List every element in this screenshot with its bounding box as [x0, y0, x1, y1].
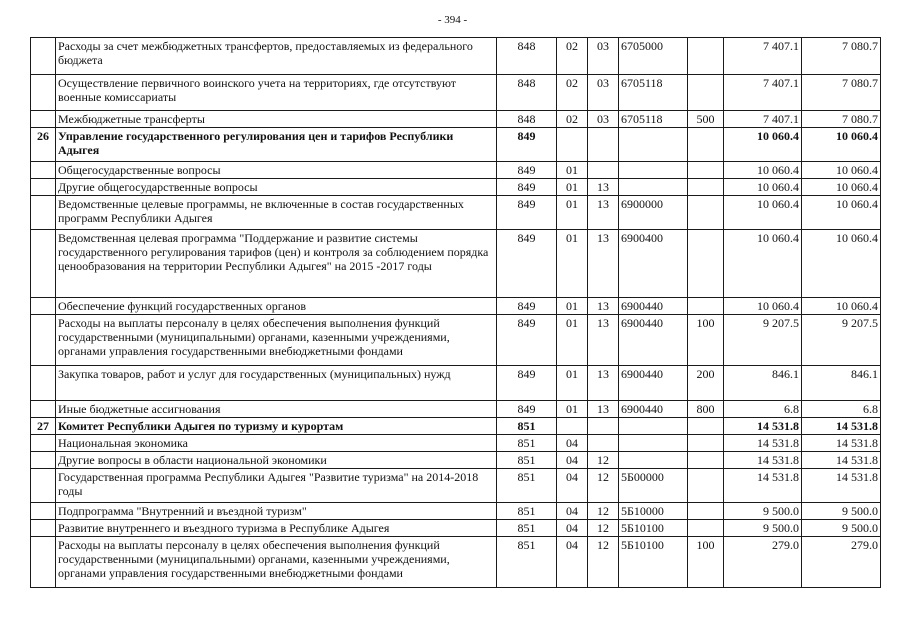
target-article-code: 6900400 — [619, 230, 688, 298]
table-row — [31, 38, 881, 75]
row-number — [31, 196, 56, 230]
amount-year-2: 846.1 — [802, 366, 881, 401]
amount-year-2: 10 060.4 — [802, 298, 881, 315]
expense-type-code — [688, 452, 724, 469]
item-name: Расходы на выплаты персоналу в целях обеспечения выполнения функций государственными (муниципальными) органами, казенными учреждениями, органами управления государственными внебюджетными фондами — [56, 315, 497, 366]
subsection-code: 13 — [588, 179, 619, 196]
target-article-code: 6705118 — [619, 111, 688, 128]
item-name: Межбюджетные трансферты — [56, 111, 497, 128]
amount-year-1: 7 407.1 — [724, 111, 802, 128]
item-name: Закупка товаров, работ и услуг для государственных (муниципальных) нужд — [56, 366, 497, 401]
ministry-code: 851 — [497, 435, 557, 452]
amount-year-2: 9 500.0 — [802, 520, 881, 537]
ministry-code: 849 — [497, 315, 557, 366]
section-code: 04 — [557, 435, 588, 452]
table-row — [31, 298, 881, 315]
ministry-code: 848 — [497, 38, 557, 75]
item-name: Общегосударственные вопросы — [56, 162, 497, 179]
row-number — [31, 230, 56, 298]
amount-year-2: 10 060.4 — [802, 230, 881, 298]
ministry-code: 851 — [497, 469, 557, 503]
expense-type-code: 500 — [688, 111, 724, 128]
ministry-code: 851 — [497, 537, 557, 588]
subsection-code — [588, 418, 619, 435]
target-article-code — [619, 179, 688, 196]
section-code: 01 — [557, 366, 588, 401]
expense-type-code — [688, 230, 724, 298]
budget-table-body — [31, 38, 881, 588]
amount-year-2: 10 060.4 — [802, 196, 881, 230]
target-article-code: 6900440 — [619, 315, 688, 366]
amount-year-1: 10 060.4 — [724, 128, 802, 162]
row-number — [31, 469, 56, 503]
item-name: Расходы на выплаты персоналу в целях обеспечения выполнения функций государственными (муниципальными) органами, казенными учреждениями, органами управления государственными внебюджетными фондами — [56, 537, 497, 588]
amount-year-2: 7 080.7 — [802, 75, 881, 111]
expense-type-code — [688, 162, 724, 179]
row-number — [31, 162, 56, 179]
section-code: 01 — [557, 230, 588, 298]
table-row — [31, 366, 881, 401]
expense-type-code — [688, 38, 724, 75]
ministry-code: 849 — [497, 179, 557, 196]
item-name: Национальная экономика — [56, 435, 497, 452]
subsection-code: 03 — [588, 111, 619, 128]
target-article-code — [619, 418, 688, 435]
target-article-code: 5Б10100 — [619, 537, 688, 588]
amount-year-1: 14 531.8 — [724, 418, 802, 435]
ministry-code: 851 — [497, 520, 557, 537]
target-article-code — [619, 162, 688, 179]
amount-year-2: 10 060.4 — [802, 162, 881, 179]
subsection-code — [588, 162, 619, 179]
table-row — [31, 452, 881, 469]
item-name: Развитие внутреннего и въездного туризма в Республике Адыгея — [56, 520, 497, 537]
amount-year-1: 14 531.8 — [724, 435, 802, 452]
row-number: 27 — [31, 418, 56, 435]
amount-year-1: 10 060.4 — [724, 298, 802, 315]
subsection-code: 03 — [588, 75, 619, 111]
section-code: 02 — [557, 75, 588, 111]
target-article-code: 5Б00000 — [619, 469, 688, 503]
expense-type-code — [688, 179, 724, 196]
row-number — [31, 111, 56, 128]
item-name: Другие общегосударственные вопросы — [56, 179, 497, 196]
expense-type-code — [688, 128, 724, 162]
subsection-code: 13 — [588, 366, 619, 401]
ministry-code: 848 — [497, 75, 557, 111]
amount-year-1: 10 060.4 — [724, 179, 802, 196]
expense-type-code — [688, 520, 724, 537]
subsection-code: 13 — [588, 315, 619, 366]
amount-year-2: 10 060.4 — [802, 128, 881, 162]
amount-year-2: 279.0 — [802, 537, 881, 588]
amount-year-1: 9 500.0 — [724, 520, 802, 537]
subsection-code: 12 — [588, 520, 619, 537]
amount-year-2: 14 531.8 — [802, 452, 881, 469]
expense-type-code — [688, 196, 724, 230]
table-row — [31, 75, 881, 111]
section-code — [557, 418, 588, 435]
ministry-code: 851 — [497, 452, 557, 469]
ministry-code: 849 — [497, 162, 557, 179]
amount-year-2: 10 060.4 — [802, 179, 881, 196]
row-number — [31, 401, 56, 418]
item-name: Ведомственные целевые программы, не включенные в состав государственных программ Республики Адыгея — [56, 196, 497, 230]
subsection-code — [588, 128, 619, 162]
subsection-code: 03 — [588, 38, 619, 75]
item-name: Государственная программа Республики Адыгея "Развитие туризма" на 2014-2018 годы — [56, 469, 497, 503]
table-row — [31, 230, 881, 298]
section-code: 01 — [557, 179, 588, 196]
table-row — [31, 401, 881, 418]
amount-year-2: 6.8 — [802, 401, 881, 418]
section-code: 01 — [557, 162, 588, 179]
table-row — [31, 469, 881, 503]
row-number — [31, 537, 56, 588]
target-article-code: 6705118 — [619, 75, 688, 111]
expense-type-code — [688, 469, 724, 503]
amount-year-2: 7 080.7 — [802, 111, 881, 128]
row-number — [31, 315, 56, 366]
ministry-code: 848 — [497, 111, 557, 128]
item-name: Расходы за счет межбюджетных трансфертов, предоставляемых из федерального бюджета — [56, 38, 497, 75]
table-row — [31, 196, 881, 230]
expense-type-code: 100 — [688, 537, 724, 588]
expense-type-code: 800 — [688, 401, 724, 418]
ministry-code: 849 — [497, 298, 557, 315]
budget-table — [30, 37, 881, 588]
row-number — [31, 366, 56, 401]
subsection-code: 12 — [588, 537, 619, 588]
item-name: Другие вопросы в области национальной экономики — [56, 452, 497, 469]
ministry-code: 849 — [497, 196, 557, 230]
section-code: 04 — [557, 469, 588, 503]
section-code: 02 — [557, 38, 588, 75]
amount-year-1: 14 531.8 — [724, 469, 802, 503]
target-article-code: 6900440 — [619, 366, 688, 401]
expense-type-code — [688, 418, 724, 435]
amount-year-1: 9 207.5 — [724, 315, 802, 366]
amount-year-1: 14 531.8 — [724, 452, 802, 469]
section-code: 01 — [557, 401, 588, 418]
target-article-code: 5Б10000 — [619, 503, 688, 520]
amount-year-2: 14 531.8 — [802, 418, 881, 435]
subsection-code: 13 — [588, 230, 619, 298]
subsection-code: 12 — [588, 503, 619, 520]
target-article-code: 6900440 — [619, 298, 688, 315]
amount-year-2: 7 080.7 — [802, 38, 881, 75]
section-code: 04 — [557, 520, 588, 537]
row-number — [31, 520, 56, 537]
row-number: 26 — [31, 128, 56, 162]
subsection-code: 12 — [588, 452, 619, 469]
expense-type-code — [688, 298, 724, 315]
amount-year-2: 14 531.8 — [802, 435, 881, 452]
amount-year-1: 846.1 — [724, 366, 802, 401]
amount-year-1: 10 060.4 — [724, 196, 802, 230]
subsection-code: 13 — [588, 298, 619, 315]
table-row — [31, 503, 881, 520]
table-row — [31, 520, 881, 537]
amount-year-1: 9 500.0 — [724, 503, 802, 520]
expense-type-code: 200 — [688, 366, 724, 401]
ministry-code: 851 — [497, 503, 557, 520]
row-number — [31, 435, 56, 452]
row-number — [31, 38, 56, 75]
item-name: Осуществление первичного воинского учета на территориях, где отсутствуют военные комиссариаты — [56, 75, 497, 111]
section-code: 01 — [557, 298, 588, 315]
subsection-code — [588, 435, 619, 452]
amount-year-2: 9 500.0 — [802, 503, 881, 520]
item-name: Подпрограмма "Внутренний и въездной туризм" — [56, 503, 497, 520]
ministry-code: 851 — [497, 418, 557, 435]
amount-year-2: 14 531.8 — [802, 469, 881, 503]
item-name: Управление государственного регулирования цен и тарифов Республики Адыгея — [56, 128, 497, 162]
row-number — [31, 503, 56, 520]
table-row — [31, 418, 881, 435]
ministry-code: 849 — [497, 401, 557, 418]
section-code: 01 — [557, 315, 588, 366]
item-name: Обеспечение функций государственных органов — [56, 298, 497, 315]
amount-year-1: 279.0 — [724, 537, 802, 588]
table-row — [31, 537, 881, 588]
section-code — [557, 128, 588, 162]
row-number — [31, 298, 56, 315]
item-name: Ведомственная целевая программа "Поддержание и развитие системы государственного регулирования тарифов (цен) и контроля за соблюдением порядка ценообразования на территории Республики Адыгея" на 2015 -2017 годы — [56, 230, 497, 298]
row-number — [31, 179, 56, 196]
amount-year-1: 6.8 — [724, 401, 802, 418]
target-article-code: 5Б10100 — [619, 520, 688, 537]
subsection-code: 13 — [588, 196, 619, 230]
target-article-code — [619, 435, 688, 452]
table-row — [31, 162, 881, 179]
section-code: 04 — [557, 452, 588, 469]
expense-type-code — [688, 503, 724, 520]
page-number: - 394 - — [437, 14, 468, 26]
amount-year-1: 10 060.4 — [724, 162, 802, 179]
amount-year-1: 10 060.4 — [724, 230, 802, 298]
target-article-code — [619, 452, 688, 469]
table-row — [31, 179, 881, 196]
table-row — [31, 111, 881, 128]
amount-year-2: 9 207.5 — [802, 315, 881, 366]
subsection-code: 13 — [588, 401, 619, 418]
target-article-code: 6705000 — [619, 38, 688, 75]
row-number — [31, 452, 56, 469]
item-name: Иные бюджетные ассигнования — [56, 401, 497, 418]
expense-type-code — [688, 75, 724, 111]
row-number — [31, 75, 56, 111]
ministry-code: 849 — [497, 230, 557, 298]
table-row — [31, 315, 881, 366]
target-article-code: 6900000 — [619, 196, 688, 230]
item-name: Комитет Республики Адыгея по туризму и курортам — [56, 418, 497, 435]
subsection-code: 12 — [588, 469, 619, 503]
expense-type-code — [688, 435, 724, 452]
amount-year-1: 7 407.1 — [724, 38, 802, 75]
table-row — [31, 128, 881, 162]
section-code: 04 — [557, 537, 588, 588]
expense-type-code: 100 — [688, 315, 724, 366]
amount-year-1: 7 407.1 — [724, 75, 802, 111]
section-code: 04 — [557, 503, 588, 520]
section-code: 02 — [557, 111, 588, 128]
table-row — [31, 435, 881, 452]
target-article-code: 6900440 — [619, 401, 688, 418]
ministry-code: 849 — [497, 366, 557, 401]
target-article-code — [619, 128, 688, 162]
section-code: 01 — [557, 196, 588, 230]
ministry-code: 849 — [497, 128, 557, 162]
